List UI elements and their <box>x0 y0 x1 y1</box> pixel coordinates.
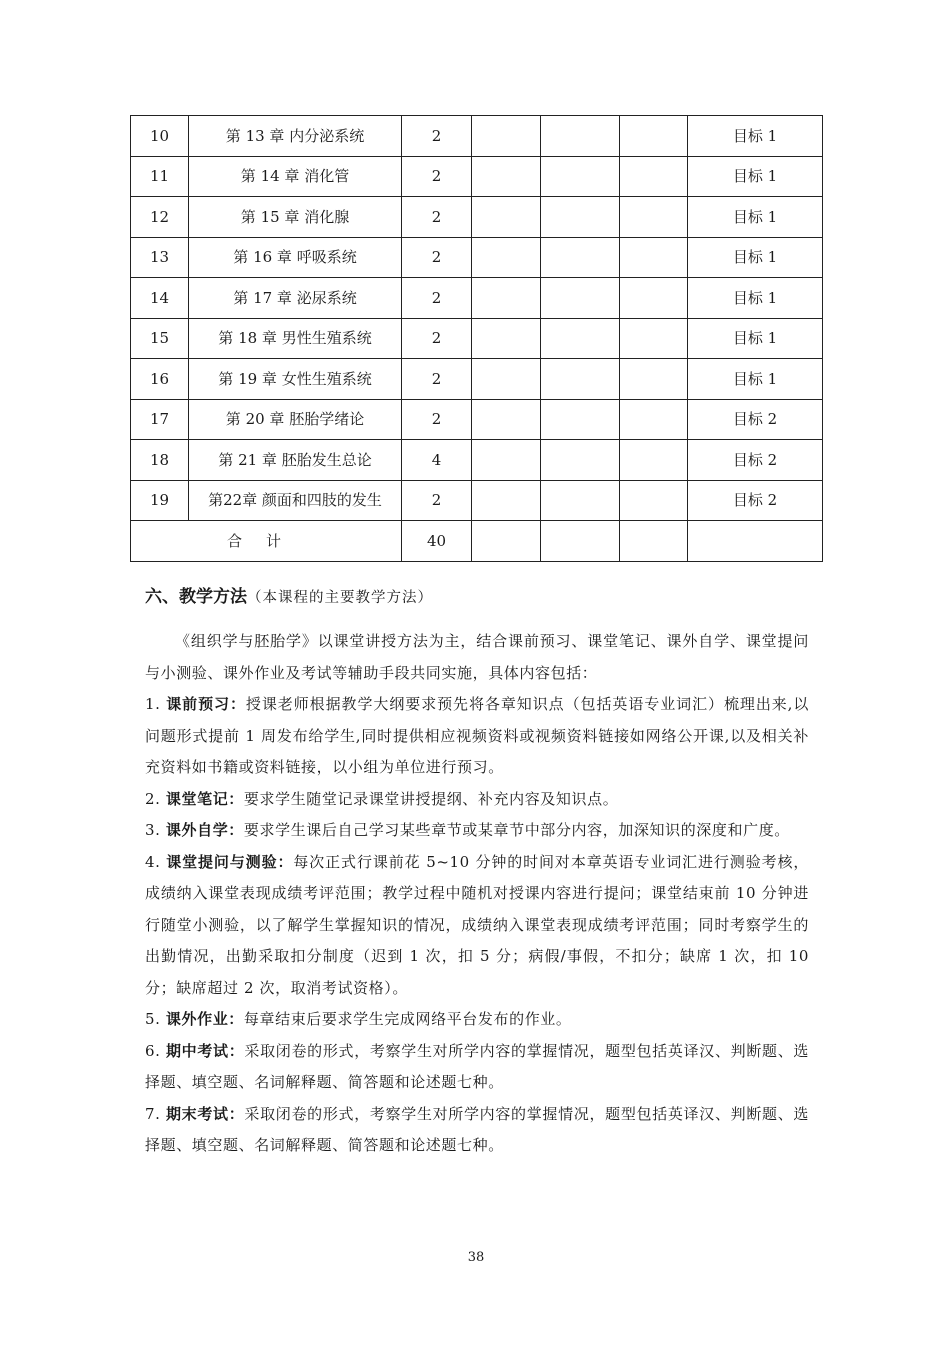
course-goal: 目标 1 <box>688 116 823 157</box>
course-goal: 目标 2 <box>688 440 823 481</box>
item-number: 7. <box>145 1104 166 1123</box>
method-item <box>145 1099 809 1162</box>
empty-cell <box>620 156 688 197</box>
row-number: 18 <box>131 440 189 481</box>
class-hours: 2 <box>402 237 472 278</box>
section-note: （本课程的主要教学方法） <box>247 590 433 606</box>
course-goal: 目标 2 <box>688 399 823 440</box>
empty-cell <box>541 116 620 157</box>
table-row <box>131 116 823 157</box>
item-text: 授课老师根据教学大纲要求预先将各章知识点（包括英语专业词汇）梳理出来,以问题形式提前 1 周发布给学生,同时提供相应视频资料或视频资料链接如网络公开课,以及相关补充资料如书籍或资料链接，以小组为单位进行预习。 <box>145 695 809 776</box>
empty-cell <box>620 359 688 400</box>
empty-cell <box>472 237 541 278</box>
empty-cell <box>541 156 620 197</box>
item-number: 4. <box>145 852 167 871</box>
course-goal: 目标 1 <box>688 278 823 319</box>
table-row <box>131 480 823 521</box>
total-label: 合计 <box>131 521 402 562</box>
class-hours: 2 <box>402 156 472 197</box>
item-label: 课外自学： <box>165 821 244 839</box>
class-hours: 4 <box>402 440 472 481</box>
class-hours: 2 <box>402 480 472 521</box>
method-item <box>145 689 809 784</box>
item-label: 期中考试： <box>165 1041 245 1060</box>
empty-cell <box>472 399 541 440</box>
item-label: 课堂提问与测验： <box>166 852 294 871</box>
row-number: 19 <box>131 480 189 521</box>
item-number: 5. <box>145 1010 166 1028</box>
table-body <box>131 116 823 562</box>
chapter-title: 第 18 章 男性生殖系统 <box>189 318 402 359</box>
empty-cell <box>620 399 688 440</box>
total-row <box>131 521 823 562</box>
page-number: 38 <box>467 1250 485 1265</box>
chapter-title: 第 20 章 胚胎学绪论 <box>189 399 402 440</box>
chapter-title: 第 15 章 消化腺 <box>189 197 402 238</box>
row-number: 14 <box>131 278 189 319</box>
class-hours: 2 <box>402 197 472 238</box>
item-number: 6. <box>145 1041 166 1060</box>
item-label: 期末考试： <box>165 1104 245 1123</box>
empty-cell <box>472 440 541 481</box>
empty-cell <box>688 521 823 562</box>
course-goal: 目标 1 <box>688 197 823 238</box>
table-row <box>131 278 823 319</box>
table-row <box>131 197 823 238</box>
item-text: 采取闭卷的形式，考察学生对所学内容的掌握情况，题型包括英译汉、判断题、选择题、填空题、名词解释题、简答题和论述题七种。 <box>145 1104 809 1154</box>
teaching-schedule-table <box>130 115 823 562</box>
empty-cell <box>541 399 620 440</box>
item-label: 课前预习： <box>166 695 246 713</box>
chapter-title: 第 13 章 内分泌系统 <box>189 116 402 157</box>
empty-cell <box>472 156 541 197</box>
empty-cell <box>620 318 688 359</box>
total-hours: 40 <box>402 521 472 562</box>
method-item <box>145 815 809 847</box>
empty-cell <box>620 197 688 238</box>
method-item <box>145 784 809 816</box>
course-goal: 目标 1 <box>688 156 823 197</box>
item-text: 要求学生随堂记录课堂讲授提纲、补充内容及知识点。 <box>243 789 619 808</box>
teaching-methods-body <box>145 626 809 1162</box>
intro-paragraph: 《组织学与胚胎学》以课堂讲授方法为主，结合课前预习、课堂笔记、课外自学、课堂提问与小测验、课外作业及考试等辅助手段共同实施，具体内容包括： <box>145 632 809 682</box>
item-number: 1. <box>145 695 167 713</box>
method-item <box>145 847 809 1005</box>
row-number: 13 <box>131 237 189 278</box>
item-label: 课外作业： <box>165 1010 244 1028</box>
item-label: 课堂笔记： <box>165 789 244 808</box>
item-text: 每次正式行课前花 5~10 分钟的时间对本章英语专业词汇进行测验考核，成绩纳入课堂表现成绩考评范围；教学过程中随机对授课内容进行提问；课堂结束前 10 分钟进行随堂小测验，以了解学生掌握知识的情况，成绩纳入课堂表现成绩考评范围；同时考察学生的出勤情况，出勤采取扣分制度（迟到 1 次，扣 5 分；病假/事假，不扣分；缺席 1 次，扣 10 分；缺席超过 2 次，取消考试资格）。 <box>145 852 809 997</box>
table-row <box>131 156 823 197</box>
table-row <box>131 318 823 359</box>
empty-cell <box>620 521 688 562</box>
item-text: 每章结束后要求学生完成网络平台发布的作业。 <box>243 1010 572 1028</box>
row-number: 11 <box>131 156 189 197</box>
table-row <box>131 359 823 400</box>
empty-cell <box>541 318 620 359</box>
chapter-title: 第 14 章 消化管 <box>189 156 402 197</box>
table-row <box>131 237 823 278</box>
empty-cell <box>620 278 688 319</box>
item-number: 3. <box>145 821 166 839</box>
chapter-title: 第22章 颜面和四肢的发生 <box>189 480 402 521</box>
empty-cell <box>620 116 688 157</box>
row-number: 12 <box>131 197 189 238</box>
course-goal: 目标 1 <box>688 359 823 400</box>
table-row <box>131 440 823 481</box>
section-title: 六、教学方法 <box>145 587 247 607</box>
row-number: 16 <box>131 359 189 400</box>
empty-cell <box>541 197 620 238</box>
empty-cell <box>472 278 541 319</box>
row-number: 17 <box>131 399 189 440</box>
chapter-title: 第 19 章 女性生殖系统 <box>189 359 402 400</box>
chapter-title: 第 21 章 胚胎发生总论 <box>189 440 402 481</box>
class-hours: 2 <box>402 278 472 319</box>
chapter-title: 第 17 章 泌尿系统 <box>189 278 402 319</box>
item-number: 2. <box>145 789 166 808</box>
table-row <box>131 399 823 440</box>
class-hours: 2 <box>402 318 472 359</box>
empty-cell <box>472 521 541 562</box>
empty-cell <box>472 116 541 157</box>
empty-cell <box>620 440 688 481</box>
method-item <box>145 1036 809 1099</box>
empty-cell <box>541 278 620 319</box>
empty-cell <box>472 318 541 359</box>
course-goal: 目标 1 <box>688 237 823 278</box>
course-goal: 目标 2 <box>688 480 823 521</box>
empty-cell <box>472 480 541 521</box>
class-hours: 2 <box>402 116 472 157</box>
class-hours: 2 <box>402 359 472 400</box>
item-text: 采取闭卷的形式，考察学生对所学内容的掌握情况，题型包括英译汉、判断题、选择题、填空题、名词解释题、简答题和论述题七种。 <box>145 1041 809 1091</box>
item-text: 要求学生课后自己学习某些章节或某章节中部分内容，加深知识的深度和广度。 <box>243 821 790 839</box>
section-heading <box>145 582 433 607</box>
empty-cell <box>541 440 620 481</box>
empty-cell <box>541 480 620 521</box>
empty-cell <box>541 237 620 278</box>
course-goal: 目标 1 <box>688 318 823 359</box>
row-number: 15 <box>131 318 189 359</box>
empty-cell <box>541 521 620 562</box>
empty-cell <box>472 197 541 238</box>
class-hours: 2 <box>402 399 472 440</box>
empty-cell <box>620 237 688 278</box>
empty-cell <box>620 480 688 521</box>
row-number: 10 <box>131 116 189 157</box>
empty-cell <box>541 359 620 400</box>
empty-cell <box>472 359 541 400</box>
chapter-title: 第 16 章 呼吸系统 <box>189 237 402 278</box>
method-item <box>145 1004 809 1036</box>
